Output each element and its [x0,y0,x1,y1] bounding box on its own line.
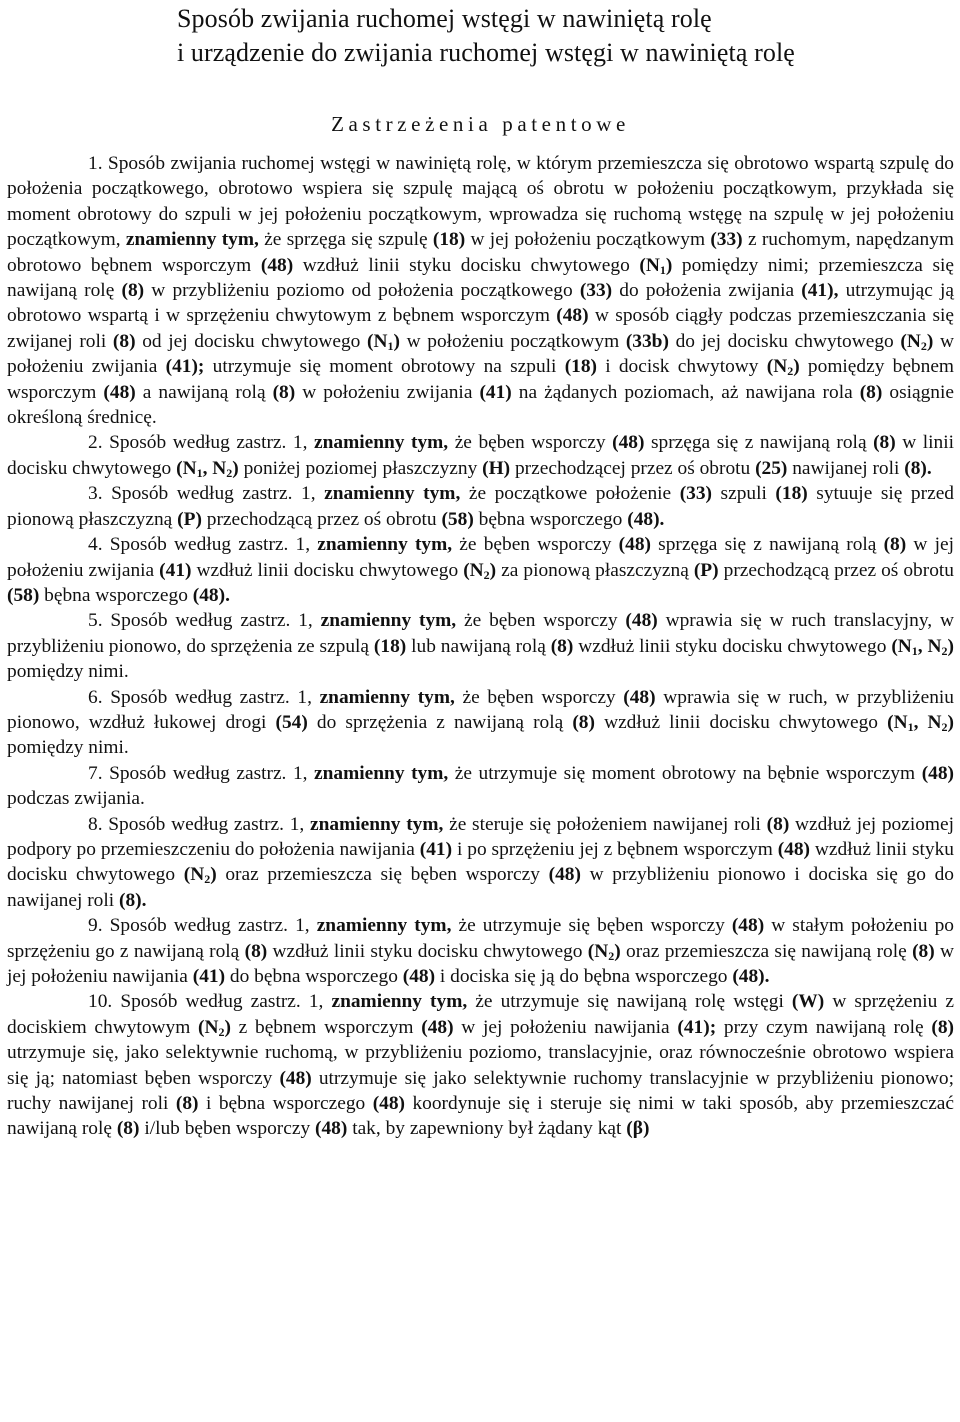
claim-text-run: do jej docisku chwytowego [668,330,901,352]
claim-text-run: osiągnie określoną średnicę. [7,381,954,429]
claim-bold-run: (8) [572,711,595,733]
claim-text-run: w sprzężeniu z dociskiem chwytowym [7,991,954,1038]
claim-bold-run: znamienny tym, [309,813,444,835]
claim-bold-run: (33b) [625,330,669,352]
claim-bold-run: (58) [441,508,474,530]
claim-bold-run: (33) [710,229,743,251]
claim-1 [7,151,954,430]
claim-bold-run: znamienny tym, [317,534,453,556]
claim-bold-run: (48) [618,534,651,556]
claim-bold-run: (48) [625,610,658,632]
claim-bold-run: ) [210,864,217,886]
claim-5 [7,608,954,684]
claim-bold-run: znamienny tym, [320,610,457,632]
claim-bold-run: , N [917,635,942,657]
claim-3 [7,481,954,532]
claim-bold-run: (8) [550,635,574,657]
claim-text-run: 1. Sposób zwijania ruchomej wstęgi w nawiniętą rolę, w którym przemieszcza się obrotowo wspartą szpulę do położenia początkowego, obrotowo wspiera się szpulę mającą oś obrotu w położeniu początkowym, przykłada się moment obrotowy do szpuli w jej położeniu początkowym, wprowadza się ruchomą wstęgę na szpulę w jej położeniu początkowym, [7,153,954,251]
claim-bold-run: ) [393,330,400,352]
subscript: 2 [483,567,490,582]
claim-text-run: przechodzącą przez oś obrotu [201,508,442,530]
subscript: 1 [387,338,394,353]
claim-text-run: przy czym nawijaną rolę [716,1016,932,1038]
claim-text-run: oraz przemieszcza się nawijaną rolę [620,940,913,962]
claim-bold-run: (W) [791,991,825,1013]
claim-bold-run: (41); [677,1016,717,1038]
claim-bold-run: (8) [931,1016,954,1038]
claim-text-run: na żądanych poziomach, aż nawijana rola [511,381,860,403]
claim-text-run: utrzymuje się jako selektywnie ruchomy translacyjnie w przybliżeniu pionowo; ruchy nawijanej roli [7,1067,954,1115]
claim-text-run: z ruchomym, napędzanym obrotowo bębnem wsporczym [7,229,954,276]
claim-text-run: w jej położeniu nawijania [453,1016,678,1038]
claim-bold-run: ) [926,330,934,352]
claim-bold-run: (33) [579,280,613,302]
claim-text-run: pomiędzy bębnem wsporczym [7,356,955,403]
subscript: 1 [907,719,914,734]
claim-text-run: tak, by zapewniony był żądany kąt [347,1118,627,1140]
claim-text-run: w jej położeniu zwijania [7,534,954,581]
claim-text-run: utrzymując ją obrotowo wspartą i w sprzężeniu chwytowym z bębnem wsporczym [7,280,954,327]
claim-bold-run: (41) [479,381,512,403]
claim-text-run: pomiędzy nimi; przemieszcza się nawijaną rolę [7,254,955,302]
claim-bold-run: (48) [315,1118,348,1140]
claim-text-run: szpuli [712,483,776,505]
claim-text-run: w przybliżeniu poziomo od położenia początkowego [144,280,580,302]
claim-text-run: pomiędzy nimi. [7,661,129,683]
claim-bold-run: (8). [904,457,932,479]
claim-text-run: 3. Sposób według zastrz. 1, [88,483,325,505]
claim-text-run: przechodzącej przez oś obrotu [510,457,756,479]
claim-bold-run: (18) [432,229,466,251]
claim-text-run: poniżej poziomej płaszczyzny [238,457,483,479]
claim-bold-run: (25) [755,457,788,479]
claim-bold-run: ) [614,940,621,962]
claim-text-run: że utrzymuje się moment obrotowy na bębnie wsporczym [448,762,922,784]
claim-bold-run: (41) [159,559,192,581]
claim-text-run: 6. Sposób według zastrz. 1, [88,686,320,708]
claim-text-run: że utrzymuje się bęben wsporczy [451,915,732,937]
claim-text-run: wzdłuż jej poziomej podpory po przemieszczeniu do położenia nawijania [7,813,955,860]
claim-text-run: że bęben wsporczy [448,432,613,454]
claim-bold-run: (H) [482,457,511,479]
claim-bold-run: znamienny tym, [331,991,468,1013]
claim-text-run: w sposób ciągły podczas przemieszczania się zwijanej roli [7,305,954,352]
claim-text-run: wzdłuż linii styku docisku chwytowego [267,940,588,962]
claim-text-run: do bębna wsporczego [225,966,403,987]
claim-bold-run: ) [665,254,673,276]
claim-bold-run: (8) [766,813,790,835]
claim-text-run: bębna wsporczego [473,508,628,530]
claim-bold-run: (8) [175,1093,199,1115]
claim-text-run: 9. Sposób według zastrz. 1, [88,915,317,937]
claim-bold-run: (41), [801,280,839,302]
claim-bold-run: (18) [775,483,808,505]
claim-bold-run: (8) [244,940,268,962]
claim-text-run: 5. Sposób według zastrz. 1, [88,610,321,632]
title-line-1: Sposób zwijania ruchomej wstęgi w nawiniętą rolę [177,4,712,33]
claim-bold-run: ) [232,457,239,479]
subscript: 1 [659,262,666,277]
claim-text-run: w linii docisku chwytowego [7,432,955,479]
claim-bold-run: znamienny tym, [319,686,455,708]
claim-bold-run: (N [639,254,660,276]
claim-8 [7,812,954,914]
claim-bold-run: (P) [177,508,202,530]
claim-text-run: pomiędzy nimi. [7,737,129,759]
claim-bold-run: , N [913,711,942,733]
claim-text-run: nawijanej roli [787,457,905,479]
claim-bold-run: (N [183,864,205,886]
claim-text-run: 2. Sposób według zastrz. 1, [88,432,314,454]
claim-bold-run: (N [176,457,197,479]
claim-bold-run: (48) [279,1067,312,1089]
claim-bold-run: (48) [421,1016,454,1038]
claim-bold-run: (N [198,1016,219,1038]
claim-text-run: a nawijaną rolą [135,381,273,403]
subscript: 2 [941,719,948,734]
claim-9 [7,913,954,989]
claim-text-run: utrzymuje się moment obrotowy na szpuli [204,356,565,378]
claim-text-run: koordynuje się i steruje się nimi w taki sposób, aby przemieszczać nawijaną rolę [7,1093,955,1140]
claim-text-run: do sprzężenia z nawijaną rolą [307,711,573,733]
claim-bold-run: (β) [626,1118,650,1140]
claim-text-run: bębna wsporczego [39,584,193,606]
claim-bold-run: (48) [921,762,954,784]
claim-bold-run: (8) [116,1118,140,1140]
claim-text-run: od jej docisku chwytowego [135,330,368,352]
claim-text-run: i/lub bęben wsporczy [139,1118,316,1140]
claim-bold-run: (48) [548,864,581,886]
claim-text-run: w stałym położeniu po sprzężeniu go z nawijaną rolą [7,915,955,962]
subscript: 2 [941,643,948,658]
claim-bold-run: (58) [7,584,40,606]
claim-bold-run: (41) [419,838,453,860]
claim-text-run: że początkowe położenie [460,483,680,505]
claim-text-run: że sprzęga się szpulę [258,229,433,251]
document-title [7,0,954,70]
claim-text-run: 7. Sposób według zastrz. 1, [88,762,315,784]
claim-bold-run: (48) [731,915,765,937]
claim-bold-run: (8) [112,330,136,352]
claim-text-run: wzdłuż linii docisku chwytowego [191,559,464,581]
claim-text-run: że bęben wsporczy [454,686,624,708]
claim-bold-run: (48) [103,381,136,403]
claim-text-run: do położenia zwijania [612,280,802,302]
claim-2 [7,430,954,481]
claim-bold-run: (41) [192,966,226,987]
claim-bold-run: (8) [883,534,907,556]
claim-bold-run: znamienny tym, [125,229,259,251]
claim-bold-run: ) [947,711,954,733]
claim-bold-run: (48). [192,584,230,606]
claim-text-run: wprawia się w ruch, w przybliżeniu pionowo, wzdłuż łukowej drogi [7,686,954,733]
claim-text-run: że bęben wsporczy [452,534,619,556]
claim-text-run: wzdłuż linii styku docisku chwytowego [573,635,892,657]
claim-bold-run: (N [887,711,908,733]
claim-text-run: w położeniu zwijania [295,381,480,403]
claim-text-run: z bębnem wsporczym [230,1016,422,1038]
claim-bold-run: (54) [275,711,308,733]
claim-text-run: że utrzymuje się nawijaną rolę wstęgi [467,991,792,1013]
claim-text-run: że bęben wsporczy [456,610,626,632]
claim-7 [7,761,954,812]
claim-bold-run: (48) [556,305,589,327]
claim-bold-run: (8) [859,381,883,403]
claim-text-run: 10. Sposób według zastrz. 1, [88,991,332,1013]
claim-bold-run: (N [766,356,788,378]
claim-bold-run: (P) [693,559,719,581]
claim-text-run: i docisk chwytowy [597,356,767,378]
claim-text-run: 4. Sposób według zastrz. 1, [88,534,318,556]
claim-bold-run: (8). [119,889,147,911]
claim-bold-run: (N [367,330,388,352]
claim-text-run: w jej położeniu początkowym [465,229,711,251]
claim-bold-run: ) [793,356,800,378]
claim-bold-run: znamienny tym, [313,432,449,454]
claim-bold-run: znamienny tym, [316,915,452,937]
claim-bold-run: , N [202,457,227,479]
claim-text-run: oraz przemieszcza się bęben wsporczy [216,864,549,886]
section-heading: Zastrzeżenia patentowe [331,112,630,136]
claim-text-run: utrzymuje się, jako selektywnie ruchomą, w przybliżeniu poziomo, translacyjnie, oraz równocześnie obrotowo wspiera się ją; natomiast bęben wsporczy [7,1042,954,1089]
claim-text-run: 8. Sposób według zastrz. 1, [88,813,310,835]
subscript: 2 [608,948,615,963]
claim-bold-run: (48). [732,966,770,987]
subscript: 2 [787,364,794,379]
claim-text-run: i po sprzężeniu jej z bębnem wsporczym [452,838,778,860]
claim-text-run: sytuuje się przed pionową płaszczyzną [7,483,954,530]
claim-bold-run: (8) [272,381,296,403]
claim-bold-run: (N [463,559,484,581]
claim-bold-run: znamienny tym, [324,483,461,505]
claim-bold-run: (48) [260,254,294,276]
claim-bold-run: (48) [623,686,656,708]
claim-text-run: w jej położeniu nawijania [7,940,955,987]
claims-list [7,151,954,1142]
subscript: 2 [920,338,927,353]
claim-10 [7,989,954,1141]
claim-bold-run: (48) [612,432,645,454]
claim-bold-run: (N [900,330,921,352]
title-line-2: i urządzenie do zwijania ruchomej wstęgi w nawiniętą rolę [177,38,795,67]
claim-text-run: wprawia się w ruch translacyjny, w przybliżeniu pionowo, do sprzężenia ze szpulą [7,610,955,657]
claim-text-run: wzdłuż linii docisku chwytowego [594,711,888,733]
claim-bold-run: ) [489,559,497,581]
claim-bold-run: (41); [165,356,205,378]
subscript: 2 [218,1024,225,1039]
claim-text-run: za pionową płaszczyzną [496,559,694,581]
claim-bold-run: ) [224,1016,231,1038]
claim-text-run: i bębna wsporczego [198,1093,373,1115]
claim-text-run: lub nawijaną rolą [406,635,551,657]
claim-bold-run: (18) [373,635,407,657]
subscript: 2 [226,465,233,480]
claim-bold-run: (18) [564,356,597,378]
subscript: 2 [204,872,211,887]
claim-bold-run: (N [587,940,609,962]
claim-text-run: w położeniu początkowym [399,330,626,352]
claim-bold-run: (48) [777,838,811,860]
subscript: 1 [196,465,203,480]
claim-text-run: i dociska się ją do bębna wsporczego [435,966,733,987]
claim-text-run: sprzęga się z nawijaną rolą [644,432,874,454]
claim-bold-run: (48) [372,1093,405,1115]
claim-text-run: w położeniu zwijania [7,330,954,378]
claim-bold-run: (N [891,635,912,657]
claim-text-run: podczas zwijania. [7,788,145,810]
claim-bold-run: ) [947,635,955,657]
subscript: 1 [911,643,918,658]
claim-bold-run: znamienny tym, [314,762,449,784]
claim-text-run: że steruje się położeniem nawijanej roli [443,813,767,835]
claim-text-run: sprzęga się z nawijaną rolą [650,534,884,556]
claim-bold-run: (48). [627,508,665,530]
claim-bold-run: (33) [679,483,712,505]
claim-text-run: wzdłuż linii styku docisku chwytowego [293,254,640,276]
claim-text-run: wzdłuż linii styku docisku chwytowego [7,838,954,886]
claim-bold-run: (8) [121,280,145,302]
claim-bold-run: (48) [402,966,436,987]
claim-text-run: w przybliżeniu pionowo i dociska się go do nawijanej roli [7,864,955,911]
claim-6 [7,685,954,761]
claim-bold-run: (8) [873,432,896,454]
claim-4 [7,532,954,608]
claim-text-run: przechodzącą przez oś obrotu [718,559,954,581]
claim-bold-run: (8) [912,940,935,962]
